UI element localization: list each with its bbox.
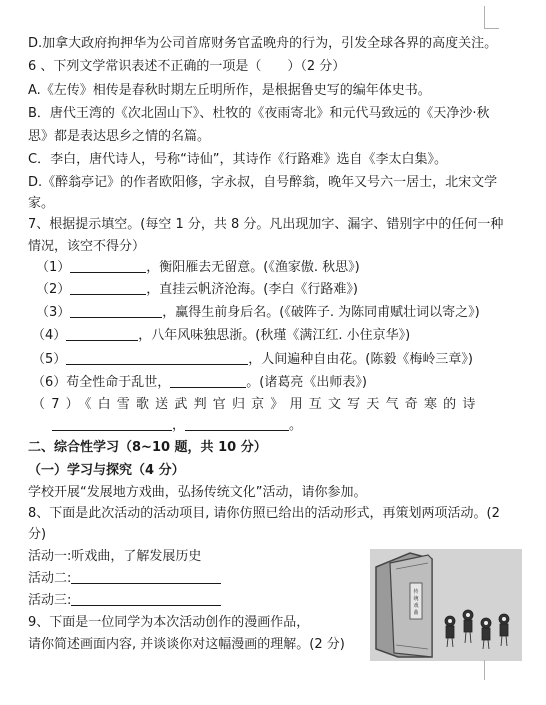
question-8: 8、下面是此次活动的活动项目, 请你仿照已给出的活动形式，再策划两项活动。(2	[28, 506, 500, 521]
item-number: （3）	[36, 305, 71, 320]
item-number: （2）	[36, 282, 71, 297]
answer-blank[interactable]	[185, 416, 289, 431]
answer-blank[interactable]	[70, 258, 146, 273]
activity-intro: 学校开展“发展地方戏曲，弘扬传统文化”活动，请你参加。	[28, 485, 367, 500]
fill-item-1	[36, 258, 526, 278]
answer-blank[interactable]	[66, 326, 138, 341]
svg-text:曲: 曲	[413, 610, 419, 616]
item-number: （6）	[32, 375, 67, 390]
question-9: 9、下面是一位同学为本次活动创作的漫画作品，	[28, 615, 310, 630]
book-label: 传	[413, 589, 419, 595]
item-text: ，直挂云帆济沧海。(李白《行路难》)	[146, 282, 358, 297]
answer-blank[interactable]	[66, 350, 248, 365]
cartoon-image	[370, 549, 522, 661]
answer-blank[interactable]	[71, 591, 221, 606]
item-prefix: 苟全性命于乱世，	[66, 375, 171, 390]
answer-blank[interactable]	[70, 303, 162, 318]
fill-item-2	[36, 280, 526, 300]
activity-2-label: 活动二:	[28, 571, 72, 586]
activity-1: 活动一:听戏曲，了解发展历史	[28, 549, 202, 564]
section-2-heading: 二、综合性学习（8~10 题，共 10 分）	[28, 440, 267, 455]
question-7: 7、根据提示填空。(每空 1 分，共 8 分。凡出现加字、漏字、错别字中的任何一种	[28, 217, 504, 232]
fill-item-4	[32, 326, 526, 346]
question-9-cont: 请你简述画面内容, 并谈谈你对这幅漫画的理解。(2 分)	[28, 637, 345, 652]
q6-option-a: A.《左传》相传是春秋时期左丘明所作，是根据鲁史写的编年体史书。	[28, 83, 431, 98]
subsection-1-heading: （一）学习与探究（4 分）	[28, 463, 185, 478]
answer-blank[interactable]	[52, 416, 172, 431]
item-number: （5）	[32, 352, 67, 367]
fill-item-7-cont	[52, 416, 526, 436]
page-corner-mark	[484, 6, 499, 29]
q6-option-b-cont: 思》都是表达思乡之情的名篇。	[28, 129, 211, 144]
question-8-cont: 分)	[28, 527, 47, 542]
item-text: ，赢得生前身后名。(《破阵子. 为陈同甫赋壮词以寄之》)	[162, 305, 480, 320]
item-end: 。	[289, 418, 303, 433]
question-7-cont: 情况，该空不得分）	[28, 239, 146, 254]
q6-option-b: B．唐代王湾的《次北固山下》、杜牧的《夜雨寄北》和元代马致远的《天净沙·秋	[28, 106, 490, 121]
q6-option-d: D.《醉翁亭记》的作者欧阳修，字永叔，自号醉翁，晚年又号六一居士，北宋文学	[28, 175, 498, 190]
fill-item-5	[32, 350, 526, 370]
item-text: 。(诸葛亮《出师表》)	[246, 375, 367, 390]
q6-option-c: C．李白，唐代诗人，号称“诗仙”，其诗作《行路难》选自《李太白集》。	[28, 152, 448, 167]
item-text: ，八年风味独思浙。(秋瑾《满江红. 小住京华》)	[138, 328, 411, 343]
item-sep: ，	[172, 418, 186, 433]
activity-3-label: 活动三:	[28, 593, 72, 608]
option-d-prev: D.加拿大政府拘押华为公司首席财务官孟晚舟的行为，引发全球各界的高度关注。	[28, 36, 498, 51]
answer-blank[interactable]	[170, 373, 246, 388]
answer-blank[interactable]	[71, 569, 221, 584]
svg-text:戏: 戏	[413, 603, 419, 609]
item-text: ，衡阳雁去无留意。(《渔家傲. 秋思》)	[146, 260, 360, 275]
item-text: ，人间遍种自由花。(陈毅《梅岭三章》)	[248, 352, 473, 367]
answer-blank[interactable]	[70, 280, 146, 295]
fill-item-3	[36, 303, 526, 323]
item-number: （1）	[36, 260, 71, 275]
item-number: （4）	[32, 328, 67, 343]
fill-item-6	[32, 373, 526, 393]
question-6: 6 、下列文学常识表述不正确的一项是（ ）（2 分）	[28, 59, 346, 74]
page-corner-mark	[484, 660, 485, 680]
q6-option-d-cont: 家。	[28, 196, 55, 211]
svg-text:统: 统	[413, 596, 419, 602]
fill-item-7: （7）《白雪歌送武判官归京》用互文写天气奇寒的诗	[32, 397, 482, 412]
